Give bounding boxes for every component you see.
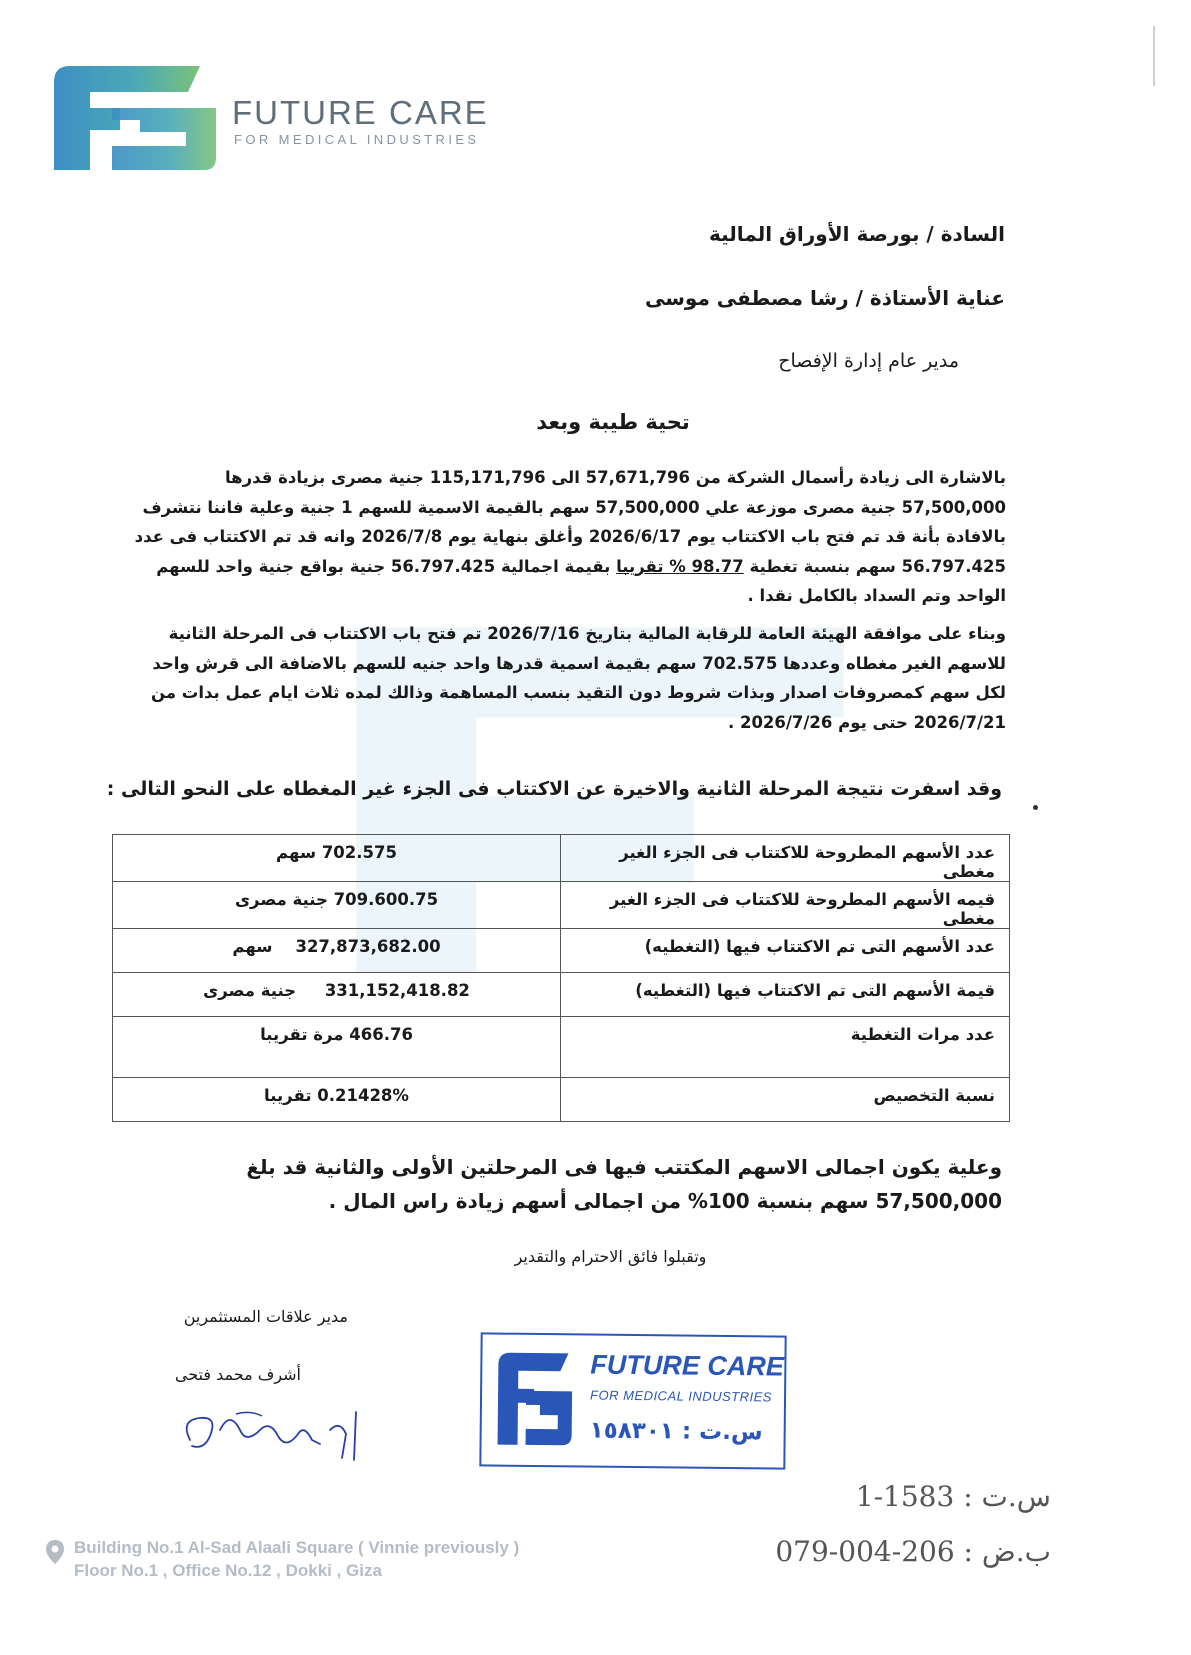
paragraph-first-phase [128, 463, 1006, 611]
signatory-name: أشرف محمد فتحى [174, 1365, 301, 1384]
row-label: نسبة التخصيص [561, 1078, 1010, 1122]
row-value: 709.600.75 جنية مصرى [113, 882, 561, 929]
row-value: 327,873,682.00 سهم [113, 929, 561, 973]
row-value: 702.575 سهم [113, 835, 561, 882]
row-value: 466.76 مرة تقريبا [113, 1017, 561, 1078]
row-value: 0.21428% تقريبا [113, 1078, 561, 1122]
signatory-title: مدير علاقات المستثمرين [183, 1307, 348, 1326]
stamp-registration: س.ت : ١٥٨٣٠١ [589, 1417, 763, 1446]
brand-name: FUTURE CARE [232, 94, 489, 131]
company-logo-icon [50, 62, 220, 174]
paragraph-first-phase-text-b: بقيمة اجمالية 56.797.425 جنية بواقع جنية واحد للسهم الواحد وتم السداد بالكامل نقدا . [156, 556, 1006, 605]
row-label: عدد الأسهم المطروحة للاكتتاب فى الجزء الغير مغطى [561, 835, 1010, 882]
table-row [113, 835, 1010, 882]
page-edge-line [1153, 26, 1155, 86]
table-row [113, 1078, 1010, 1122]
table-row [113, 973, 1010, 1017]
closing-line: وتقبلوا فائق الاحترام والتقدير [514, 1247, 707, 1266]
attention-line: عناية الأستاذة / رشا مصطفى موسى [645, 286, 1005, 310]
stamp-logo-icon [493, 1349, 576, 1450]
row-label: قيمة الأسهم التى تم الاكتتاب فيها (التغطيه) [561, 973, 1010, 1017]
row-label: عدد الأسهم التى تم الاكتتاب فيها (التغطيه) [561, 929, 1010, 973]
row-label: قيمه الأسهم المطروحة للاكتتاب فى الجزء الغير مغطى [561, 882, 1010, 929]
table-row [113, 882, 1010, 929]
recipient-title: مدير عام إدارة الإفصاح [778, 350, 959, 372]
row-value: 331,152,418.82 جنية مصرى [113, 973, 561, 1017]
recipient-line: السادة / بورصة الأوراق المالية [709, 222, 1005, 246]
row-label: عدد مرات التغطية [561, 1017, 1010, 1078]
greeting: تحية طيبة وبعد [536, 410, 690, 434]
conclusion-paragraph: وعلية يكون اجمالى الاسهم المكتتب فيها فى المرحلتين الأولى والثانية قد بلغ 57,500,000 سهم بنسبة 100% من اجمالى أسهم زيادة راس المال . [246, 1155, 1002, 1213]
commercial-register: س.ت : 1583-1 [855, 1480, 1051, 1513]
table-row [113, 929, 1010, 973]
stamp-tagline: FOR MEDICAL INDUSTRIES [589, 1387, 773, 1405]
paragraph-second-phase: وبناء على موافقة الهيئة العامة للرقابة المالية بتاريخ 2026/7/16 تم فتح باب الاكتتاب فى المرحلة الثانية للاسهم الغير مغطاه وعددها 702.575 سهم بقيمة اسمية قدرها واحد جنيه للسهم بالاضافة الى قرش واحد لكل سهم كمصروفات اصدار وبذات شروط دون التقيد بنسب المساهمة وذالك لمده ثلاث ايام عمل بدات من 2026/7/21 حتى يوم 2026/7/26 . [150, 624, 1006, 732]
bullet-dot [1033, 805, 1038, 810]
tax-card: ب.ض : 206-004-079 [775, 1535, 1051, 1568]
brand-tagline: FOR MEDICAL INDUSTRIES [234, 132, 480, 147]
company-stamp [479, 1332, 786, 1469]
handwritten-signature-icon [170, 1400, 380, 1470]
address-line-2: Floor No.1 , Office No.12 , Dokki , Giza [74, 1561, 382, 1580]
address-line-1: Building No.1 Al-Sad Alaali Square ( Vinnie previously ) [74, 1538, 520, 1557]
coverage-ratio-underlined: 98.77 % تقريبا [616, 556, 744, 576]
location-pin-icon [44, 1538, 66, 1568]
stamp-brand-name: FUTURE CARE [590, 1349, 785, 1382]
results-table [112, 834, 1010, 1122]
table-row [113, 1017, 1010, 1078]
table-intro: وقد اسفرت نتيجة المرحلة الثانية والاخيرة عن الاكتتاب فى الجزء غير المغطاه على النحو التالى : [106, 778, 1002, 800]
footer-address [44, 1536, 519, 1582]
paragraph-first-phase-text-a: بالاشارة الى زيادة رأسمال الشركة من 57,671,796 الى 115,171,796 جنية مصرى بزيادة قدرها 57,500,000 جنية مصرى موزعة علي 57,500,000 سهم بالقيمة الاسمية للسهم 1 جنية وعلية فاننا نتشرف بالافادة بأنة قد تم فتح باب الاكتتاب يوم 2026/6/17 وأغلق بنهاية يوم 2026/7/8 وانه قد تم الاكتتاب فى عدد 56.797.425 سهم بنسبة تغطية [134, 468, 1006, 576]
